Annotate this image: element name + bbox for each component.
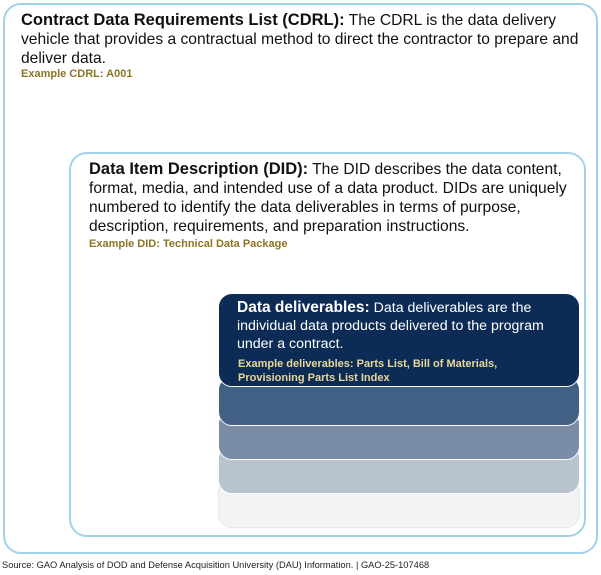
did-example: Example DID: Technical Data Package (89, 238, 288, 250)
deliverables-example (238, 357, 573, 385)
deliverables-description (237, 299, 572, 353)
cdrl-title: Contract Data Requirements List (CDRL): (21, 11, 345, 29)
deliverables-title: Data deliverables: (237, 299, 370, 316)
deliverables-example-line2: Provisioning Parts List Index (238, 372, 390, 384)
did-title: Data Item Description (DID): (89, 160, 309, 178)
cdrl-example: Example CDRL: A001 (21, 68, 133, 80)
source-note: Source: GAO Analysis of DOD and Defense Acquisition University (DAU) Information. | GAO-25-107468 (2, 560, 430, 570)
did-description (89, 160, 579, 236)
deliverables-example-line1: Example deliverables: Parts List, Bill of Materials, (238, 358, 498, 370)
deliverables-body: Data deliverables are the individual data products delivered to the program under a contract. (237, 300, 544, 352)
cdrl-body: The CDRL is the data delivery vehicle that provides a contractual method to direct the contractor to prepare and deliver data. (21, 12, 579, 67)
cdrl-description (21, 11, 581, 68)
did-body: The DID describes the data content, format, media, and intended use of a data product. DIDs are uniquely numbered to identify the data deliverables in terms of purpose, description, requirements, and preparation instructions. (89, 161, 567, 235)
